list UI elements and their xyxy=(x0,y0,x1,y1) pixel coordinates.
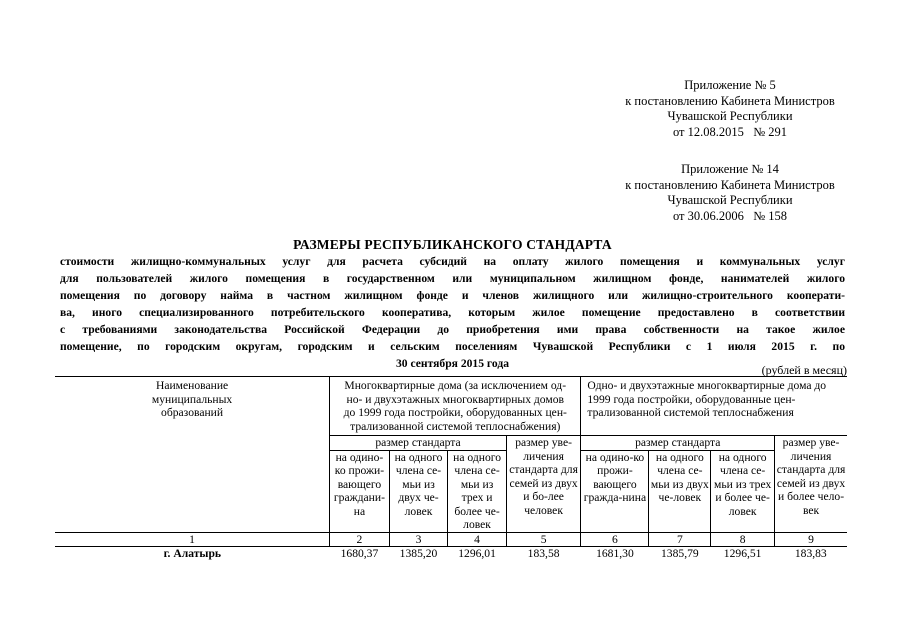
table-cell: 1680,37 xyxy=(340,547,379,560)
header-member2-b: на одного члена се-мьи из двух че-ловек xyxy=(649,450,711,532)
header-increase-a: размер уве-личения стандарта для семей из двух и бо-лее человек xyxy=(506,436,581,533)
municipality-name: г. Алатырь xyxy=(163,547,222,560)
appendix-5-block xyxy=(590,78,870,140)
header-group-low-rise-buildings: Одно- и двухэтажные многоквартирные дома до 1999 года постройки, оборудованные цен-трализованной системой теплоснабжения xyxy=(581,377,847,436)
document-subtitle xyxy=(60,253,845,372)
header-group-apartment-buildings: Многоквартирные дома (за исключением од-но- и двухэтажных многоквартирных домов до 1999 года постройки, оборудованных цен-трализованной системой теплоснабжения) xyxy=(330,377,581,436)
subtitle-line-last: 30 сентября 2015 года xyxy=(395,357,510,370)
appendix-5-line-4: от 12.08.2015 № 291 xyxy=(672,124,788,139)
table-cell: 1385,79 xyxy=(661,547,699,560)
subtitle-line: ва, иного специализированного потребительского кооператива, которым жилое помещение предоставлено в соответствии xyxy=(60,306,845,319)
standards-table xyxy=(55,376,847,561)
appendix-14-block xyxy=(590,162,870,224)
col-number: 7 xyxy=(649,532,711,547)
table-cell: 1296,01 xyxy=(458,547,496,560)
appendix-14-line-1: Приложение № 14 xyxy=(681,162,779,176)
appendix-5-line-1: Приложение № 5 xyxy=(684,78,776,92)
col-number: 4 xyxy=(448,532,507,547)
header-member3-b: на одного члена се-мьи из трех и более че-ловек xyxy=(711,450,775,532)
col-number: 1 xyxy=(189,532,195,546)
table-cell: 183,83 xyxy=(794,547,827,560)
appendix-14-line-2: к постановлению Кабинета Министров xyxy=(625,177,835,192)
header-increase-b: размер уве-личения стандарта для семей из двух и более чело-век xyxy=(775,436,847,533)
col-number: 2 xyxy=(330,532,390,547)
col-number: 5 xyxy=(506,532,581,547)
subtitle-line: помещения по договору найма в частном жилищном фонде и членов жилищного или жилищно-строительного кооперати- xyxy=(60,289,845,302)
subtitle-line: для пользователей жилого помещения в государственном или муниципальном жилищном фонде, нанимателей жилого xyxy=(60,272,845,285)
subtitle-line: помещение, по городским округам, городским и сельским поселениям Чувашской Республики с 1 июля 2015 г. по xyxy=(60,340,845,353)
col-number: 6 xyxy=(581,532,649,547)
col-number: 9 xyxy=(775,532,847,547)
table-cell: 1296,51 xyxy=(723,547,762,560)
table-row xyxy=(55,547,847,561)
header-single-b: на одино-ко прожи-вающего гражда-нина xyxy=(581,450,649,532)
header-single-a: на одино-ко прожи-вающего граждани-на xyxy=(330,450,390,532)
col-number: 3 xyxy=(389,532,448,547)
header-standard-size-b: размер стандарта xyxy=(581,436,775,451)
table-cell: 1385,20 xyxy=(399,547,438,560)
header-member2-a: на одного члена се-мьи из двух че-ловек xyxy=(389,450,448,532)
appendix-5-line-3: Чувашской Республики xyxy=(667,109,793,123)
header-member3-a: на одного члена се-мьи из трех и более че-ловек xyxy=(448,450,507,532)
col-number: 8 xyxy=(711,532,775,547)
appendix-14-line-4: от 30.06.2006 № 158 xyxy=(672,208,788,223)
subtitle-line: стоимости жилищно-коммунальных услуг для расчета субсидий на оплату жилого помещения и коммунальных услуг xyxy=(60,255,845,268)
table-cell: 1681,30 xyxy=(596,547,634,560)
header-municipality: Наименование муниципальных образований xyxy=(151,379,233,419)
subtitle-line: с требованиями законодательства Российской Федерации до приобретения ими права собственности на такое жилое xyxy=(60,323,845,336)
document-title: РАЗМЕРЫ РЕСПУБЛИКАНСКОГО СТАНДАРТА xyxy=(293,237,612,252)
header-standard-size-a: размер стандарта xyxy=(330,436,507,451)
appendix-14-line-3: Чувашской Республики xyxy=(667,193,793,207)
appendix-5-line-2: к постановлению Кабинета Министров xyxy=(625,93,835,108)
unit-label: (рублей в месяц) xyxy=(761,363,847,377)
table-cell: 183,58 xyxy=(527,547,560,560)
